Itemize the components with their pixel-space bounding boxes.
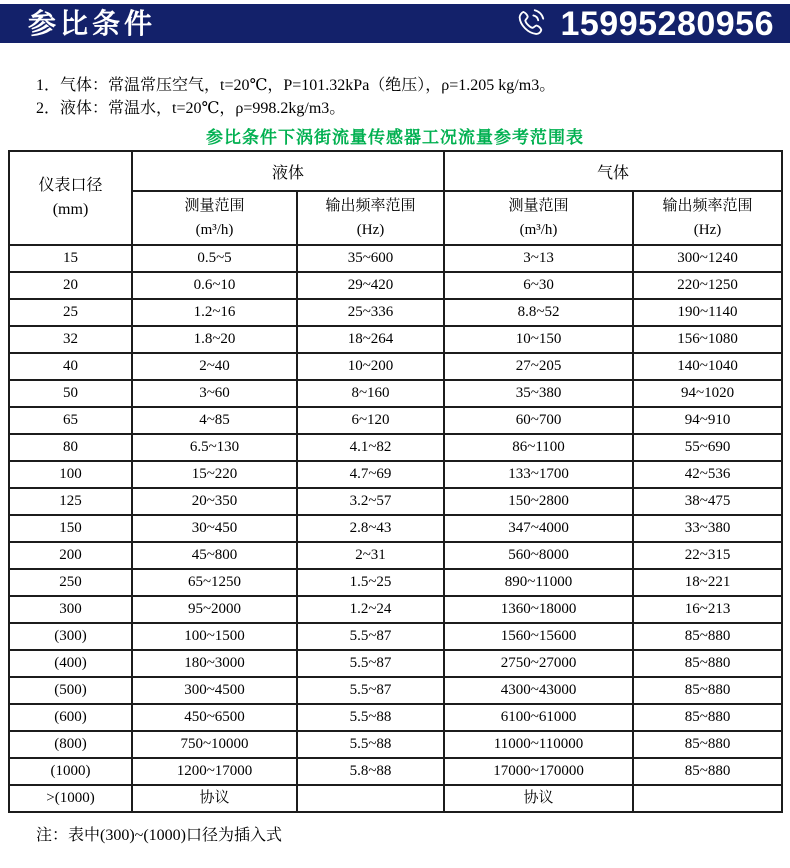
range-cell: 560~8000 [444, 542, 633, 569]
range-cell: 450~6500 [132, 704, 297, 731]
col-header-liquid-frequency [297, 191, 444, 245]
diameter-header-label: 仪表口径 [38, 177, 103, 194]
gas-measure-unit: (m³/h) [519, 222, 558, 238]
table-body [9, 245, 782, 812]
gas-frequency-label: 输出频率范围 [662, 198, 753, 214]
range-cell: 0.6~10 [132, 272, 297, 299]
table-row [9, 596, 782, 623]
range-cell: 27~205 [444, 353, 633, 380]
diameter-cell: (1000) [9, 758, 132, 785]
range-cell: 8~160 [297, 380, 444, 407]
range-cell: 38~475 [633, 488, 782, 515]
range-cell: 5.5~87 [297, 650, 444, 677]
table-row [9, 488, 782, 515]
diameter-cell: 50 [9, 380, 132, 407]
range-cell: 35~600 [297, 245, 444, 272]
diameter-cell: (600) [9, 704, 132, 731]
range-cell: 220~1250 [633, 272, 782, 299]
range-cell: 5.5~88 [297, 704, 444, 731]
range-cell: 300~1240 [633, 245, 782, 272]
range-cell: 6.5~130 [132, 434, 297, 461]
range-cell: 2~40 [132, 353, 297, 380]
range-cell: 150~2800 [444, 488, 633, 515]
table-row [9, 569, 782, 596]
col-header-liquid-measure [132, 191, 297, 245]
diameter-cell: 100 [9, 461, 132, 488]
range-cell: 2750~27000 [444, 650, 633, 677]
range-cell: 30~450 [132, 515, 297, 542]
range-cell: 16~213 [633, 596, 782, 623]
diameter-cell: (800) [9, 731, 132, 758]
liquid-frequency-unit: (Hz) [356, 222, 385, 238]
table-row [9, 380, 782, 407]
flow-range-table [8, 150, 783, 813]
range-cell: 85~880 [633, 758, 782, 785]
table-row [9, 353, 782, 380]
table-row [9, 299, 782, 326]
range-cell: 133~1700 [444, 461, 633, 488]
range-cell: 协议 [444, 785, 633, 812]
diameter-cell: 300 [9, 596, 132, 623]
range-cell: 6100~61000 [444, 704, 633, 731]
range-cell: 22~315 [633, 542, 782, 569]
header-contact [511, 5, 774, 42]
diameter-cell: 200 [9, 542, 132, 569]
table-row [9, 461, 782, 488]
table-row [9, 542, 782, 569]
range-cell: 2.8~43 [297, 515, 444, 542]
table-row [9, 650, 782, 677]
condition-gas: 1．气体：常温常压空气，t=20℃，P=101.32kPa（绝压），ρ=1.205 kg/m3。 [36, 77, 556, 94]
range-cell: 1560~15600 [444, 623, 633, 650]
table-row [9, 272, 782, 299]
diameter-cell: 40 [9, 353, 132, 380]
table-title: 参比条件下涡街流量传感器工况流量参考范围表 [206, 128, 584, 147]
range-cell: 94~1020 [633, 380, 782, 407]
range-cell: 45~800 [132, 542, 297, 569]
diameter-cell: 32 [9, 326, 132, 353]
range-cell: 5.5~87 [297, 677, 444, 704]
table-header-group-row [9, 151, 782, 191]
table-row [9, 758, 782, 785]
range-cell: 33~380 [633, 515, 782, 542]
diameter-cell: (500) [9, 677, 132, 704]
gas-measure-label: 测量范围 [508, 198, 569, 214]
range-cell: 1.2~16 [132, 299, 297, 326]
range-cell: 85~880 [633, 704, 782, 731]
diameter-cell: 125 [9, 488, 132, 515]
range-cell: 156~1080 [633, 326, 782, 353]
diameter-cell: 150 [9, 515, 132, 542]
range-cell: 94~910 [633, 407, 782, 434]
range-cell: 890~11000 [444, 569, 633, 596]
range-cell: 42~536 [633, 461, 782, 488]
col-header-diameter [9, 151, 132, 245]
diameter-cell: 25 [9, 299, 132, 326]
range-cell: 协议 [132, 785, 297, 812]
range-cell: 4~85 [132, 407, 297, 434]
range-cell: 35~380 [444, 380, 633, 407]
table-row [9, 623, 782, 650]
table-row [9, 326, 782, 353]
range-cell: 300~4500 [132, 677, 297, 704]
range-cell: 5.5~87 [297, 623, 444, 650]
diameter-cell: 15 [9, 245, 132, 272]
diameter-cell: >(1000) [9, 785, 132, 812]
range-cell: 55~690 [633, 434, 782, 461]
range-cell: 85~880 [633, 650, 782, 677]
range-cell: 6~120 [297, 407, 444, 434]
range-cell: 85~880 [633, 677, 782, 704]
range-cell: 3~13 [444, 245, 633, 272]
range-cell: 4.7~69 [297, 461, 444, 488]
range-cell: 65~1250 [132, 569, 297, 596]
range-cell: 4300~43000 [444, 677, 633, 704]
range-cell [297, 785, 444, 812]
table-row [9, 515, 782, 542]
reference-conditions [36, 74, 790, 120]
col-header-gas-measure [444, 191, 633, 245]
range-cell: 5.5~88 [297, 731, 444, 758]
header-bar [0, 4, 790, 43]
range-cell: 60~700 [444, 407, 633, 434]
range-cell: 25~336 [297, 299, 444, 326]
range-cell: 1.5~25 [297, 569, 444, 596]
range-cell: 3.2~57 [297, 488, 444, 515]
range-cell: 6~30 [444, 272, 633, 299]
range-cell: 18~264 [297, 326, 444, 353]
table-row [9, 677, 782, 704]
range-cell: 180~3000 [132, 650, 297, 677]
table-row [9, 704, 782, 731]
table-row [9, 731, 782, 758]
range-cell: 1200~17000 [132, 758, 297, 785]
range-cell: 0.5~5 [132, 245, 297, 272]
range-cell: 11000~110000 [444, 731, 633, 758]
range-cell [633, 785, 782, 812]
liquid-measure-label: 测量范围 [184, 198, 245, 214]
page-title: 参比条件 [28, 7, 157, 39]
gas-frequency-unit: (Hz) [693, 222, 722, 238]
liquid-measure-unit: (m³/h) [195, 222, 234, 238]
range-cell: 95~2000 [132, 596, 297, 623]
diameter-cell: (300) [9, 623, 132, 650]
range-cell: 750~10000 [132, 731, 297, 758]
diameter-header-unit: (mm) [52, 201, 89, 218]
phone-icon [511, 5, 548, 42]
range-cell: 1.8~20 [132, 326, 297, 353]
range-cell: 100~1500 [132, 623, 297, 650]
diameter-cell: (400) [9, 650, 132, 677]
range-cell: 85~880 [633, 731, 782, 758]
range-cell: 4.1~82 [297, 434, 444, 461]
range-cell: 347~4000 [444, 515, 633, 542]
range-cell: 17000~170000 [444, 758, 633, 785]
condition-liquid: 2．液体：常温水，t=20℃，ρ=998.2kg/m3。 [36, 100, 346, 117]
page [0, 4, 790, 845]
phone-number: 15995280956 [560, 4, 774, 43]
footnote: 注：表中(300)~(1000)口径为插入式 [36, 827, 282, 844]
diameter-cell: 80 [9, 434, 132, 461]
group-header-liquid: 液体 [132, 151, 444, 191]
liquid-frequency-label: 输出频率范围 [325, 198, 416, 214]
range-cell: 8.8~52 [444, 299, 633, 326]
range-cell: 20~350 [132, 488, 297, 515]
range-cell: 140~1040 [633, 353, 782, 380]
range-cell: 29~420 [297, 272, 444, 299]
range-cell: 5.8~88 [297, 758, 444, 785]
range-cell: 10~150 [444, 326, 633, 353]
table-row [9, 245, 782, 272]
range-cell: 85~880 [633, 623, 782, 650]
range-cell: 1360~18000 [444, 596, 633, 623]
range-cell: 18~221 [633, 569, 782, 596]
col-header-gas-frequency [633, 191, 782, 245]
diameter-cell: 20 [9, 272, 132, 299]
range-cell: 1.2~24 [297, 596, 444, 623]
diameter-cell: 65 [9, 407, 132, 434]
table-row [9, 785, 782, 812]
group-header-gas: 气体 [444, 151, 782, 191]
range-cell: 3~60 [132, 380, 297, 407]
table-row [9, 407, 782, 434]
diameter-cell: 250 [9, 569, 132, 596]
range-cell: 10~200 [297, 353, 444, 380]
range-cell: 15~220 [132, 461, 297, 488]
range-cell: 190~1140 [633, 299, 782, 326]
range-cell: 2~31 [297, 542, 444, 569]
range-cell: 86~1100 [444, 434, 633, 461]
table-row [9, 434, 782, 461]
